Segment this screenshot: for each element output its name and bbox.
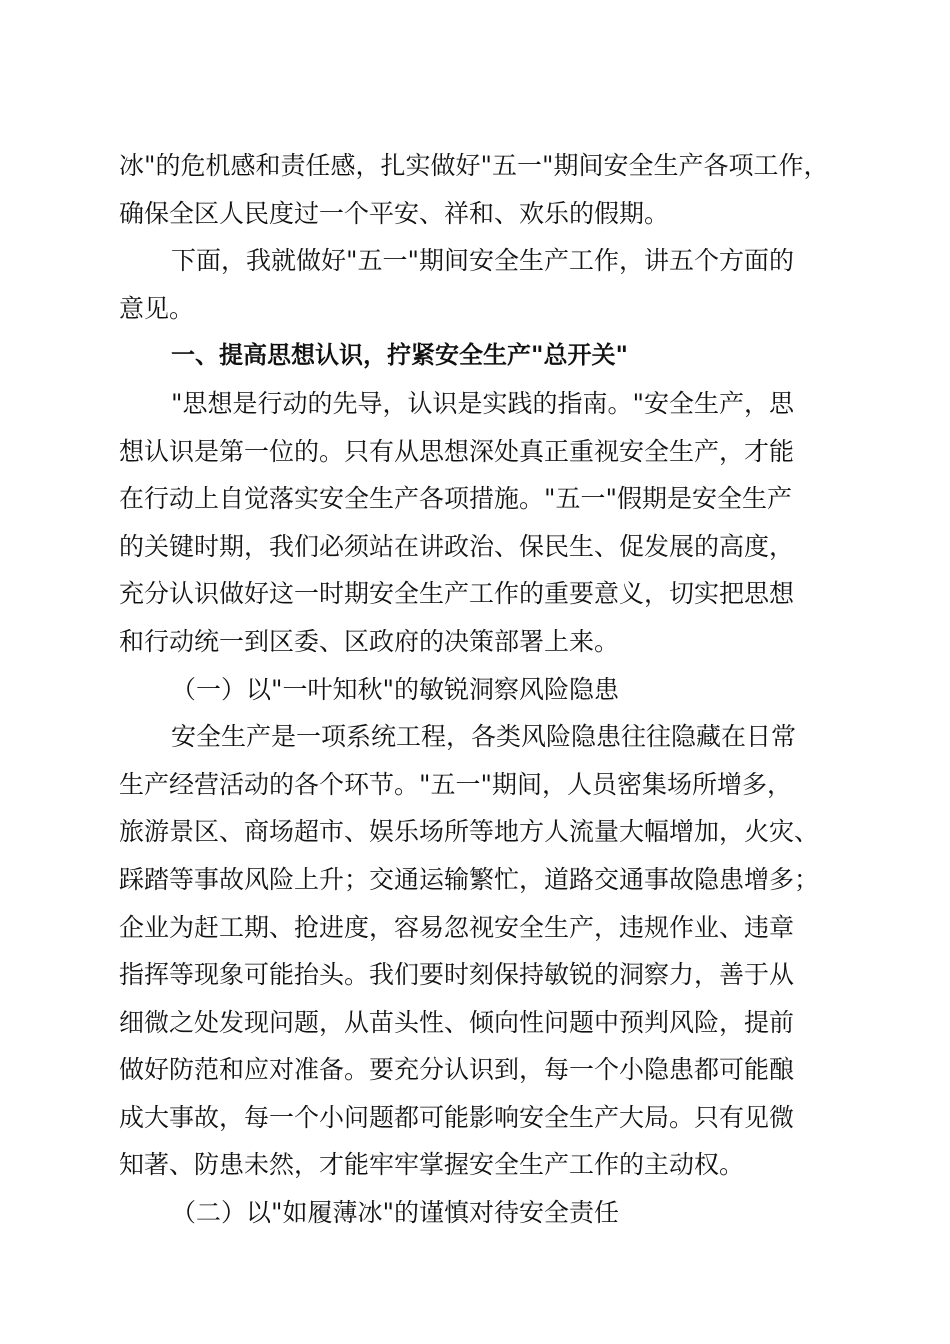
paragraph-line: 的关键时期，我们必须站在讲政治、保民生、促发展的高度，: [119, 531, 795, 561]
paragraph-line: 旅游景区、商场超市、娱乐场所等地方人流量大幅增加，火灾、: [119, 817, 820, 847]
paragraph-line: 踩踏等事故风险上升；交通运输繁忙，道路交通事故隐患增多；: [119, 864, 820, 894]
subsection-heading: （二）以"如履薄冰"的谨慎对待安全责任: [171, 1198, 619, 1228]
paragraph-line: 在行动上自觉落实安全生产各项措施。"五一"假期是安全生产: [119, 484, 793, 514]
paragraph-line: 想认识是第一位的。只有从思想深处真正重视安全生产，才能: [119, 436, 795, 466]
paragraph-line: 指挥等现象可能抬头。我们要时刻保持敏锐的洞察力，善于从: [119, 960, 795, 990]
paragraph-line: 确保全区人民度过一个平安、祥和、欢乐的假期。: [119, 198, 670, 228]
paragraph-line: 意见。: [119, 293, 195, 323]
paragraph-line: 和行动统一到区委、区政府的决策部署上来。: [119, 626, 620, 656]
paragraph-line: 安全生产是一项系统工程，各类风险隐患往往隐藏在日常: [171, 722, 797, 752]
subsection-heading: （一）以"一叶知秋"的敏锐洞察风险隐患: [171, 674, 619, 704]
paragraph-line: 充分认识做好这一时期安全生产工作的重要意义，切实把思想: [119, 579, 795, 609]
paragraph-line: 企业为赶工期、抢进度，容易忽视安全生产，违规作业、违章: [119, 912, 795, 942]
document-body: [119, 142, 839, 1237]
paragraph-line: 下面，我就做好"五一"期间安全生产工作，讲五个方面的: [171, 246, 795, 276]
paragraph-line: 冰"的危机感和责任感，扎实做好"五一"期间安全生产各项工作，: [119, 151, 829, 180]
paragraph-line: 细微之处发现问题，从苗头性、倾向性问题中预判风险，提前: [119, 1007, 795, 1037]
paragraph-line: 成大事故，每一个小问题都可能影响安全生产大局。只有见微: [119, 1102, 795, 1132]
section-heading: 一、提高思想认识，拧紧安全生产"总开关": [171, 341, 629, 370]
paragraph-line: 知著、防患未然，才能牢牢掌握安全生产工作的主动权。: [119, 1150, 745, 1180]
paragraph-line: 生产经营活动的各个环节。"五一"期间，人员密集场所增多，: [119, 769, 793, 799]
paragraph-line: 做好防范和应对准备。要充分认识到，每一个小隐患都可能酿: [119, 1055, 795, 1085]
paragraph-line: "思想是行动的先导，认识是实践的指南。"安全生产，思: [171, 388, 795, 418]
